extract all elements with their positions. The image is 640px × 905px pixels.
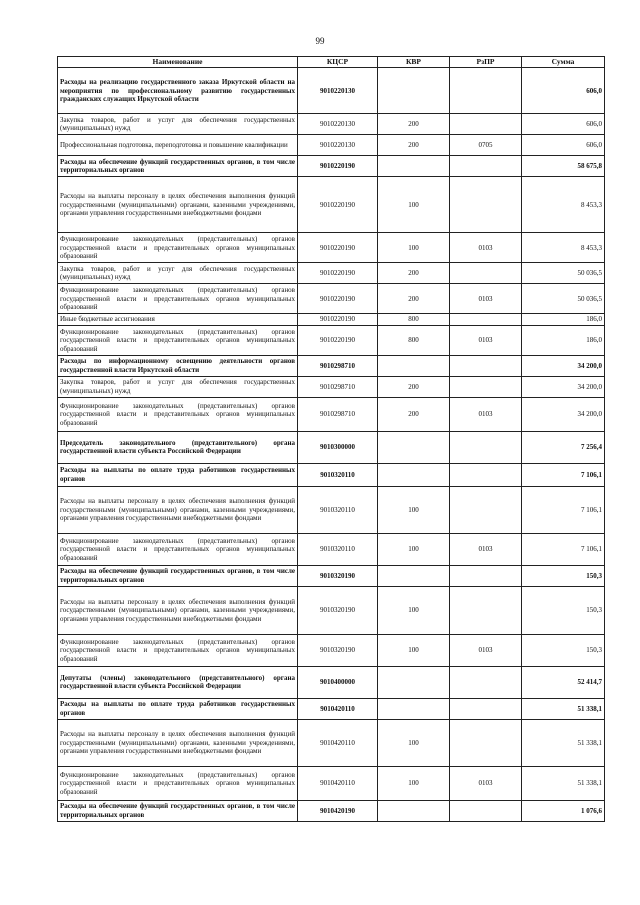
cell-sum: 50 036,5 xyxy=(522,263,605,284)
cell-kvr xyxy=(378,565,450,586)
cell-name: Закупка товаров, работ и услуг для обеспечения государственных (муниципальных) нужд xyxy=(58,114,298,135)
table-row xyxy=(58,376,605,397)
cell-sum: 150,3 xyxy=(522,634,605,666)
table-row xyxy=(58,486,605,533)
cell-rzpr: 0103 xyxy=(450,533,522,565)
cell-kcsr: 9010220130 xyxy=(298,68,378,114)
cell-kcsr: 9010320110 xyxy=(298,463,378,486)
cell-sum: 150,3 xyxy=(522,565,605,586)
cell-kcsr: 9010420110 xyxy=(298,698,378,719)
cell-name: Расходы на выплаты персоналу в целях обеспечения выполнения функций государственными (муниципальными) органами, казенными учреждениями, органами управления государственными внебюджетными фондами xyxy=(58,586,298,634)
cell-kcsr: 9010320190 xyxy=(298,565,378,586)
cell-kcsr: 9010320190 xyxy=(298,586,378,634)
table-row xyxy=(58,698,605,719)
cell-name: Функционирование законодательных (представительных) органов государственной власти и представительных органов муниципальных образований xyxy=(58,397,298,431)
cell-name: Иные бюджетные ассигнования xyxy=(58,314,298,325)
table-row xyxy=(58,533,605,565)
cell-kvr: 200 xyxy=(378,397,450,431)
cell-sum: 606,0 xyxy=(522,68,605,114)
cell-name: Функционирование законодательных (представительных) органов государственной власти и представительных органов муниципальных образований xyxy=(58,533,298,565)
cell-sum: 50 036,5 xyxy=(522,284,605,314)
cell-name: Расходы на выплаты по оплате труда работников государственных органов xyxy=(58,698,298,719)
cell-kvr: 100 xyxy=(378,486,450,533)
cell-rzpr xyxy=(450,719,522,766)
cell-kvr: 800 xyxy=(378,325,450,355)
cell-kvr xyxy=(378,800,450,821)
cell-sum: 8 453,3 xyxy=(522,177,605,233)
cell-kcsr: 9010420190 xyxy=(298,800,378,821)
cell-name: Расходы на выплаты персоналу в целях обеспечения выполнения функций государственными (муниципальными) органами, казенными учреждениями, органами управления государственными внебюджетными фондами xyxy=(58,486,298,533)
cell-kcsr: 9010220130 xyxy=(298,135,378,156)
cell-kcsr: 9010220190 xyxy=(298,233,378,263)
cell-rzpr xyxy=(450,486,522,533)
table-row xyxy=(58,766,605,800)
cell-rzpr: 0103 xyxy=(450,284,522,314)
table-row xyxy=(58,431,605,463)
cell-sum: 1 076,6 xyxy=(522,800,605,821)
table-row xyxy=(58,68,605,114)
table-row xyxy=(58,156,605,177)
header-kcsr: КЦСР xyxy=(298,57,378,68)
cell-rzpr xyxy=(450,463,522,486)
cell-kvr xyxy=(378,666,450,698)
cell-rzpr: 0103 xyxy=(450,233,522,263)
cell-kvr: 100 xyxy=(378,533,450,565)
cell-rzpr xyxy=(450,314,522,325)
table-row xyxy=(58,314,605,325)
cell-name: Расходы на выплаты персоналу в целях обеспечения выполнения функций государственными (муниципальными) органами, казенными учреждениями, органами управления государственными внебюджетными фондами xyxy=(58,719,298,766)
table-row xyxy=(58,355,605,376)
cell-rzpr xyxy=(450,355,522,376)
cell-kvr: 200 xyxy=(378,135,450,156)
header-name: Наименование xyxy=(58,57,298,68)
cell-kcsr: 9010320110 xyxy=(298,486,378,533)
cell-sum: 51 338,1 xyxy=(522,719,605,766)
cell-name: Функционирование законодательных (представительных) органов государственной власти и представительных органов муниципальных образований xyxy=(58,766,298,800)
cell-name: Функционирование законодательных (представительных) органов государственной власти и представительных органов муниципальных образований xyxy=(58,325,298,355)
cell-name: Расходы на выплаты персоналу в целях обеспечения выполнения функций государственными (муниципальными) органами, казенными учреждениями, органами управления государственными внебюджетными фондами xyxy=(58,177,298,233)
header-sum: Сумма xyxy=(522,57,605,68)
cell-sum: 7 106,1 xyxy=(522,533,605,565)
cell-sum: 51 338,1 xyxy=(522,766,605,800)
cell-kvr: 100 xyxy=(378,719,450,766)
cell-name: Закупка товаров, работ и услуг для обеспечения государственных (муниципальных) нужд xyxy=(58,263,298,284)
cell-kcsr: 9010220190 xyxy=(298,263,378,284)
table-row xyxy=(58,463,605,486)
cell-name: Расходы на обеспечение функций государственных органов, в том числе территориальных органов xyxy=(58,156,298,177)
cell-kvr: 200 xyxy=(378,114,450,135)
table-row xyxy=(58,397,605,431)
cell-kvr: 100 xyxy=(378,766,450,800)
table-row xyxy=(58,325,605,355)
cell-sum: 186,0 xyxy=(522,325,605,355)
table-row xyxy=(58,284,605,314)
cell-name: Расходы на обеспечение функций государственных органов, в том числе территориальных органов xyxy=(58,800,298,821)
cell-name: Функционирование законодательных (представительных) органов государственной власти и представительных органов муниципальных образований xyxy=(58,634,298,666)
cell-kcsr: 9010420110 xyxy=(298,766,378,800)
cell-rzpr xyxy=(450,68,522,114)
header-kvr: КВР xyxy=(378,57,450,68)
cell-rzpr xyxy=(450,431,522,463)
cell-rzpr: 0103 xyxy=(450,766,522,800)
cell-sum: 7 106,1 xyxy=(522,486,605,533)
table-row xyxy=(58,800,605,821)
cell-rzpr: 0103 xyxy=(450,397,522,431)
cell-kcsr: 9010300000 xyxy=(298,431,378,463)
page-number: 99 xyxy=(315,36,325,46)
table-row xyxy=(58,263,605,284)
table-row xyxy=(58,586,605,634)
cell-kcsr: 9010298710 xyxy=(298,355,378,376)
cell-kvr xyxy=(378,68,450,114)
cell-kcsr: 9010220190 xyxy=(298,314,378,325)
cell-name: Профессиональная подготовка, переподготовка и повышение квалификации xyxy=(58,135,298,156)
cell-name: Закупка товаров, работ и услуг для обеспечения государственных (муниципальных) нужд xyxy=(58,376,298,397)
table-body xyxy=(58,68,605,821)
header-rzpr: РзПР xyxy=(450,57,522,68)
cell-kcsr: 9010220190 xyxy=(298,284,378,314)
table-row xyxy=(58,233,605,263)
cell-kcsr: 9010220190 xyxy=(298,177,378,233)
cell-rzpr xyxy=(450,376,522,397)
table-row xyxy=(58,634,605,666)
cell-name: Расходы на обеспечение функций государственных органов, в том числе территориальных органов xyxy=(58,565,298,586)
cell-kvr: 800 xyxy=(378,314,450,325)
cell-kcsr: 9010298710 xyxy=(298,397,378,431)
budget-table xyxy=(57,56,605,822)
cell-kcsr: 9010420110 xyxy=(298,719,378,766)
table-row xyxy=(58,719,605,766)
cell-name: Расходы по информационному освещению деятельности органов государственной власти Иркутской области xyxy=(58,355,298,376)
cell-kvr xyxy=(378,355,450,376)
cell-sum: 34 200,0 xyxy=(522,376,605,397)
cell-kvr xyxy=(378,156,450,177)
cell-kcsr: 9010220190 xyxy=(298,156,378,177)
cell-rzpr xyxy=(450,263,522,284)
cell-rzpr xyxy=(450,565,522,586)
cell-rzpr xyxy=(450,177,522,233)
cell-name: Функционирование законодательных (представительных) органов государственной власти и представительных органов муниципальных образований xyxy=(58,233,298,263)
cell-rzpr xyxy=(450,800,522,821)
cell-kcsr: 9010220190 xyxy=(298,325,378,355)
cell-sum: 7 256,4 xyxy=(522,431,605,463)
table-header-row xyxy=(58,57,605,68)
cell-kvr: 100 xyxy=(378,233,450,263)
cell-kvr xyxy=(378,698,450,719)
cell-name: Функционирование законодательных (представительных) органов государственной власти и представительных органов муниципальных образований xyxy=(58,284,298,314)
cell-rzpr xyxy=(450,666,522,698)
table-row xyxy=(58,666,605,698)
cell-sum: 150,3 xyxy=(522,586,605,634)
cell-name: Председатель законодательного (представительного) органа государственной власти субъекта Российской Федерации xyxy=(58,431,298,463)
cell-kcsr: 9010400000 xyxy=(298,666,378,698)
cell-sum: 58 675,8 xyxy=(522,156,605,177)
cell-rzpr xyxy=(450,698,522,719)
cell-sum: 606,0 xyxy=(522,135,605,156)
cell-name: Расходы на реализацию государственного заказа Иркутской области на мероприятия по профессиональному развитию государственных гражданских служащих Иркутской области xyxy=(58,68,298,114)
cell-kcsr: 9010320190 xyxy=(298,634,378,666)
cell-rzpr xyxy=(450,114,522,135)
cell-sum: 34 200,0 xyxy=(522,397,605,431)
cell-kvr: 200 xyxy=(378,263,450,284)
cell-kcsr: 9010298710 xyxy=(298,376,378,397)
cell-rzpr: 0103 xyxy=(450,325,522,355)
cell-sum: 52 414,7 xyxy=(522,666,605,698)
cell-name: Депутаты (члены) законодательного (представительного) органа государственной власти субъекта Российской Федерации xyxy=(58,666,298,698)
cell-name: Расходы на выплаты по оплате труда работников государственных органов xyxy=(58,463,298,486)
cell-rzpr: 0705 xyxy=(450,135,522,156)
cell-kvr: 100 xyxy=(378,177,450,233)
cell-sum: 606,0 xyxy=(522,114,605,135)
cell-sum: 7 106,1 xyxy=(522,463,605,486)
cell-sum: 8 453,3 xyxy=(522,233,605,263)
cell-kvr: 100 xyxy=(378,634,450,666)
cell-rzpr: 0103 xyxy=(450,634,522,666)
table-row xyxy=(58,114,605,135)
cell-sum: 51 338,1 xyxy=(522,698,605,719)
cell-rzpr xyxy=(450,156,522,177)
table-row xyxy=(58,565,605,586)
cell-kvr xyxy=(378,463,450,486)
cell-kvr: 100 xyxy=(378,586,450,634)
cell-sum: 186,0 xyxy=(522,314,605,325)
table-row xyxy=(58,135,605,156)
table-row xyxy=(58,177,605,233)
cell-kvr xyxy=(378,431,450,463)
cell-sum: 34 200,0 xyxy=(522,355,605,376)
cell-kvr: 200 xyxy=(378,376,450,397)
cell-kvr: 200 xyxy=(378,284,450,314)
cell-kcsr: 9010320110 xyxy=(298,533,378,565)
cell-kcsr: 9010220130 xyxy=(298,114,378,135)
cell-rzpr xyxy=(450,586,522,634)
